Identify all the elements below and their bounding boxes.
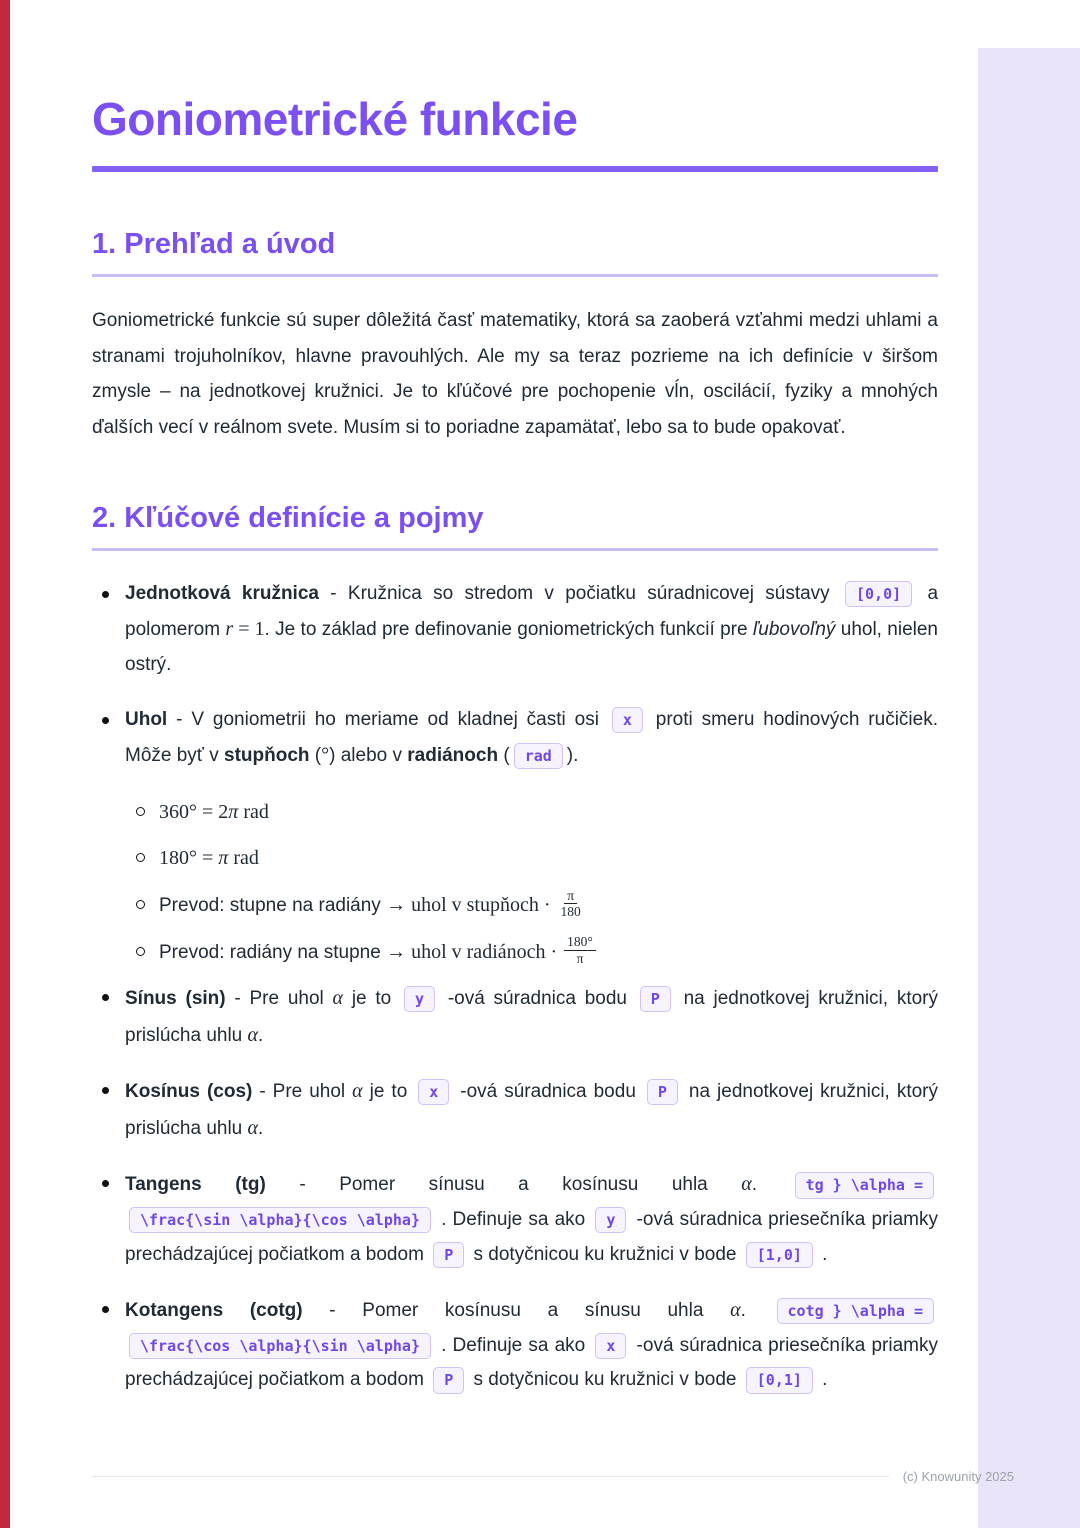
inline-code-chip: P xyxy=(647,1079,678,1105)
bullet-circle-icon xyxy=(136,900,145,909)
math-fraction: $\frac{180^\circ}{\pi}$ xyxy=(564,934,596,966)
page-footer xyxy=(92,1469,1014,1484)
page-title: Goniometrické funkcie xyxy=(92,93,578,145)
inline-code-chip: \frac{\sin \alpha}{\cos \alpha} xyxy=(129,1207,431,1233)
list-item xyxy=(102,980,938,1053)
inline-code-chip: P xyxy=(433,1367,464,1393)
list-item-text: Kosínus (cos) - Pre uhol α je to x -ová súradnica bodu P na jednotkovej kružnici, ktorý prislúcha uhlu α. xyxy=(125,1080,939,1139)
inline-code-chip: cotg } \alpha = xyxy=(777,1298,934,1324)
inline-code-chip: tg } \alpha = xyxy=(795,1172,934,1198)
inline-code-chip: x xyxy=(418,1079,449,1105)
list-item xyxy=(102,703,938,774)
list-item-text: Sínus (sin) - Pre uhol α je to y -ová súradnica bodu P na jednotkovej kružnici, ktorý prislúcha uhlu α. xyxy=(125,987,939,1046)
list-item xyxy=(102,1073,938,1146)
section-2-heading: 2. Kľúčové definície a pojmy xyxy=(92,501,484,534)
inline-code-chip: x xyxy=(612,707,643,733)
definitions-list xyxy=(92,577,938,1398)
list-item-text: Jednotková kružnica - Kružnica so stredom v počiatku súradnicovej sústavy [0,0] a polomerom r = 1. Je to základ pre definovanie goniometrických funkcií pre ľubovoľný uhol, nielen ostrý. xyxy=(125,582,939,676)
list-item-text: Kotangens (cotg) - Pomer kosínusu a sínusu uhla α. cotg } \alpha =\frac{\cos \alpha}{\sin \alpha} . Definuje sa ako x -ová súradnica priesečníka priamky prechádzajúcej počiatkom a bodom P s dotyčnicou ku kružnici v bode [0,1] . xyxy=(125,1292,938,1398)
document-page xyxy=(92,0,938,1418)
list-item xyxy=(102,577,938,683)
inline-code-chip: [0,0] xyxy=(845,581,912,607)
list-item xyxy=(136,887,938,924)
inline-code-chip: y xyxy=(595,1207,626,1233)
inline-code-chip: rad xyxy=(514,743,563,769)
copyright: (c) Knowunity 2025 xyxy=(902,1469,1014,1484)
list-item-text: Tangens (tg) - Pomer sínusu a kosínusu uhla α. tg } \alpha =\frac{\sin \alpha}{\cos \alpha} . Definuje sa ako y -ová súradnica priesečníka priamky prechádzajúcej počiatkom a bodom P s dotyčnicou ku kružnici v bode [1,0] . xyxy=(125,1166,938,1272)
inline-code-chip: [0,1] xyxy=(746,1367,813,1393)
bullet-disc-icon xyxy=(102,591,109,598)
inline-code-chip: \frac{\cos \alpha}{\sin \alpha} xyxy=(129,1333,431,1359)
bullet-disc-icon xyxy=(102,994,109,1001)
bullet-circle-icon xyxy=(136,807,145,816)
bullet-disc-icon xyxy=(102,717,109,724)
inline-code-chip: P xyxy=(640,986,671,1012)
inline-code-chip: x xyxy=(595,1333,626,1359)
math-fraction: $\frac{\pi}{180}$ xyxy=(560,887,581,920)
list-item-text: Prevod: stupne na radiány → uhol v stupňoch · $\frac{\pi}{180}$ xyxy=(159,887,584,924)
title-divider xyxy=(92,166,938,172)
footer-divider xyxy=(92,1476,889,1477)
list-item xyxy=(136,794,938,831)
inline-code-chip: P xyxy=(433,1242,464,1268)
list-item-text: 360° = 2π rad xyxy=(159,800,269,823)
list-item xyxy=(102,1292,938,1398)
bullet-disc-icon xyxy=(102,1180,109,1187)
list-item-text: Uhol - V goniometrii ho meriame od kladnej časti osi x proti smeru hodinových ručičiek. Môže byť v stupňoch (°) alebo v radiánoch ( rad ). xyxy=(125,703,938,774)
list-item-text: 180° = π rad xyxy=(159,847,259,870)
section-1-divider xyxy=(92,274,938,277)
right-margin-panel xyxy=(978,48,1080,1528)
inline-code-chip: [1,0] xyxy=(746,1242,813,1268)
bullet-circle-icon xyxy=(136,947,145,956)
list-item xyxy=(102,1166,938,1272)
bullet-disc-icon xyxy=(102,1306,109,1313)
intro-paragraph: Goniometrické funkcie sú super dôležitá časť matematiky, ktorá sa zaoberá vzťahmi medzi uhlami a stranami trojuholníkov, hlavne pravouhlých. Ale my sa teraz pozrieme na ich definície v širšom zmysle – na jednotkovej kružnici. Je to kľúčové pre pochopenie vĺn, oscilácií, fyziky a mnohých ďalších vecí v reálnom svete. Musím si to poriadne zapamätať, lebo sa to bude opakovať. xyxy=(92,310,938,439)
section-1-heading: 1. Prehľad a úvod xyxy=(92,228,336,260)
list-item xyxy=(136,934,938,971)
bullet-circle-icon xyxy=(136,853,145,862)
section-2-divider xyxy=(92,548,938,551)
list-item xyxy=(136,840,938,877)
list-item-text: Prevod: radiány na stupne → uhol v radiánoch · $\frac{180^\circ}{\pi}$ xyxy=(159,934,596,971)
bullet-disc-icon xyxy=(102,1087,109,1094)
left-accent-bar xyxy=(0,0,10,1528)
inline-code-chip: y xyxy=(404,986,435,1012)
